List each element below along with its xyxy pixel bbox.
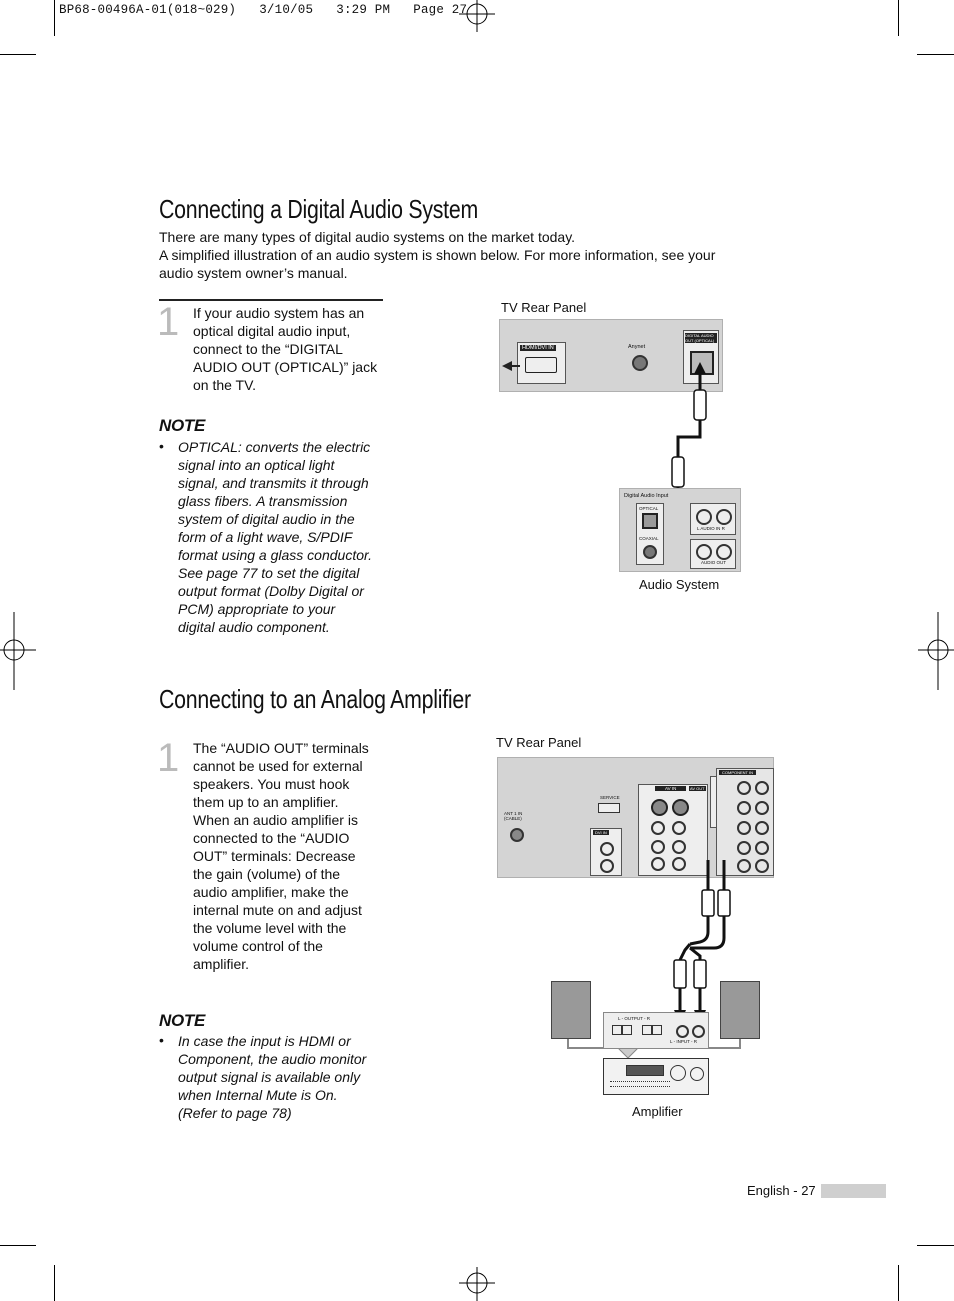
dvi-in-label: DVI IN (595, 830, 607, 835)
intro-line: There are many types of digital audio systems on the market today. (159, 229, 576, 245)
audio-system-panel (619, 488, 741, 572)
component-jack (755, 781, 769, 795)
amp-buttons (610, 1081, 670, 1087)
intro-line: audio system owner’s manual. (159, 265, 348, 281)
amp-volume-knob (670, 1065, 686, 1081)
output-label: L - OUTPUT - R (618, 1016, 651, 1021)
page-tab-block (821, 1184, 886, 1198)
arrow-icon (500, 360, 520, 372)
note-line: OPTICAL: converts the electric (178, 439, 371, 455)
step-number: 1 (157, 736, 180, 780)
note-line: (Refer to page 78) (178, 1105, 292, 1121)
audio-in-l-jack (696, 509, 712, 525)
print-slug: BP68-00496A-01(018~029) 3/10/05 3:29 PM Page 27 (59, 3, 468, 17)
step-line: amplifier. (193, 956, 250, 972)
note-line: See page 77 to set the digital (178, 565, 360, 581)
component-jack (755, 801, 769, 815)
step-divider (159, 299, 383, 301)
note-line: format using a glass conductor. (178, 547, 373, 563)
optical-out-label: DIGITAL AUDIO OUT (OPTICAL) (685, 333, 717, 343)
step-line: connected to the “AUDIO (193, 830, 350, 846)
intro-line: A simplified illustration of an audio system is shown below. For more information, see your (159, 247, 716, 263)
audio-out-l-jack (696, 544, 712, 560)
component-jack (755, 821, 769, 835)
registration-mark-right (916, 612, 954, 692)
step-line: the gain (volume) of the (193, 866, 341, 882)
registration-mark-bottom (455, 1265, 499, 1301)
page-number: English - 27 (747, 1183, 816, 1198)
speaker-right (720, 981, 760, 1039)
digital-input-label: Digital Audio Input (624, 493, 669, 499)
section-title-digital-audio: Connecting a Digital Audio System (159, 194, 478, 224)
component-jack (737, 781, 751, 795)
note-line: In case the input is HDMI or (178, 1033, 351, 1049)
note-line: Component, the audio monitor (178, 1051, 367, 1067)
note-line: system of digital audio in the (178, 511, 355, 527)
step-line: volume control of the (193, 938, 323, 954)
amplifier-front (603, 1058, 709, 1095)
step-text (193, 304, 393, 394)
anynet-label: Anynet (628, 344, 646, 350)
note-line: when Internal Mute is On. (178, 1087, 338, 1103)
section-title-analog-amplifier: Connecting to an Analog Amplifier (159, 684, 471, 714)
note-line: glass fibers. A transmission (178, 493, 348, 509)
audio-jack (651, 840, 665, 854)
s-video-jack-2 (672, 799, 689, 816)
note-line: signal into an optical light (178, 457, 335, 473)
step-line: OUT” terminals: Decrease (193, 848, 356, 864)
component-jack (737, 801, 751, 815)
note-line: PCM) appropriate to your (178, 601, 336, 617)
amp-input-r-jack (692, 1025, 705, 1038)
hdmi-label: HDMI/DVI IN (522, 345, 554, 351)
component-jack (737, 841, 751, 855)
note-text (178, 438, 393, 636)
ant-label: ANT 1 IN (CABLE) (504, 811, 523, 821)
audio-jack (672, 840, 686, 854)
speaker-terminal (612, 1025, 622, 1035)
av-in-label: AV IN (655, 786, 686, 791)
optical-label: OPTICAL (639, 506, 659, 511)
step-text (193, 739, 393, 973)
step-line: AUDIO OUT (OPTICAL)” jack (193, 359, 378, 375)
step-line: The “AUDIO OUT” terminals (193, 740, 369, 756)
amp-knob (690, 1067, 704, 1081)
ant-jack (510, 828, 524, 842)
step-line: the volume level with the (193, 920, 347, 936)
note-line: output signal is available only (178, 1069, 361, 1085)
audio-in-r-jack (716, 509, 732, 525)
dvi-audio-l-jack (600, 842, 614, 856)
hdmi-socket (525, 357, 557, 373)
step-line: When an audio amplifier is (193, 812, 358, 828)
service-port (598, 803, 620, 813)
step-line: optical digital audio input, (193, 323, 351, 339)
step-line: audio amplifier, make the (193, 884, 349, 900)
intro-text (159, 228, 759, 282)
registration-mark-left (0, 612, 38, 692)
step-line: internal mute on and adjust (193, 902, 362, 918)
audio-out-block (690, 539, 736, 569)
note-heading: NOTE (159, 1011, 206, 1030)
component-jack (755, 841, 769, 855)
note-bullet: • (159, 438, 164, 454)
step-line: on the TV. (193, 377, 257, 393)
tv-rear-panel-label: TV Rear Panel (496, 735, 582, 750)
note-heading: NOTE (159, 416, 206, 435)
step-line: speakers. You must hook (193, 776, 350, 792)
audio-system-label: Audio System (639, 577, 720, 592)
video-jack (672, 821, 686, 835)
note-line: digital audio component. (178, 619, 330, 635)
component-label: COMPONENT IN (719, 770, 756, 775)
note-bullet: • (159, 1032, 164, 1048)
note-line: signal, and transmits it through (178, 475, 369, 491)
step-line: them up to an amplifier. (193, 794, 339, 810)
hdmi-port (517, 342, 566, 384)
step-line: If your audio system has an (193, 305, 365, 321)
s-video-jack-1 (651, 799, 668, 816)
audio-out-label: AUDIO OUT (701, 560, 727, 565)
optical-input-jack (642, 513, 658, 529)
step-line: connect to the “DIGITAL (193, 341, 343, 357)
audio-in-block (690, 503, 736, 535)
video-jack (651, 821, 665, 835)
component-jack (737, 821, 751, 835)
step-line: cannot be used for external (193, 758, 363, 774)
speaker-terminal (652, 1025, 662, 1035)
amp-display (626, 1065, 664, 1076)
tv-rear-panel-label: TV Rear Panel (501, 300, 587, 315)
note-line: output format (Dolby Digital or (178, 583, 364, 599)
speaker-left (551, 981, 591, 1039)
registration-mark-top (455, 0, 499, 34)
audio-in-label: L AUDIO IN R (697, 526, 725, 531)
coaxial-label: COAXIAL (639, 536, 659, 541)
service-label: SERVICE (600, 795, 620, 800)
amp-input-l-jack (676, 1025, 689, 1038)
audio-out-r-jack (716, 544, 732, 560)
amplifier-label: Amplifier (632, 1104, 683, 1119)
note-text (178, 1032, 393, 1122)
note-line: form of a light wave, S/PDIF (178, 529, 353, 545)
speaker-terminal (642, 1025, 652, 1035)
speaker-terminal (622, 1025, 632, 1035)
coaxial-jack (643, 545, 657, 559)
amplifier-back-panel (603, 1012, 709, 1049)
input-label: L - INPUT - R (670, 1039, 698, 1044)
step-number: 1 (157, 300, 180, 344)
av-out-label: AV OUT (690, 786, 705, 791)
